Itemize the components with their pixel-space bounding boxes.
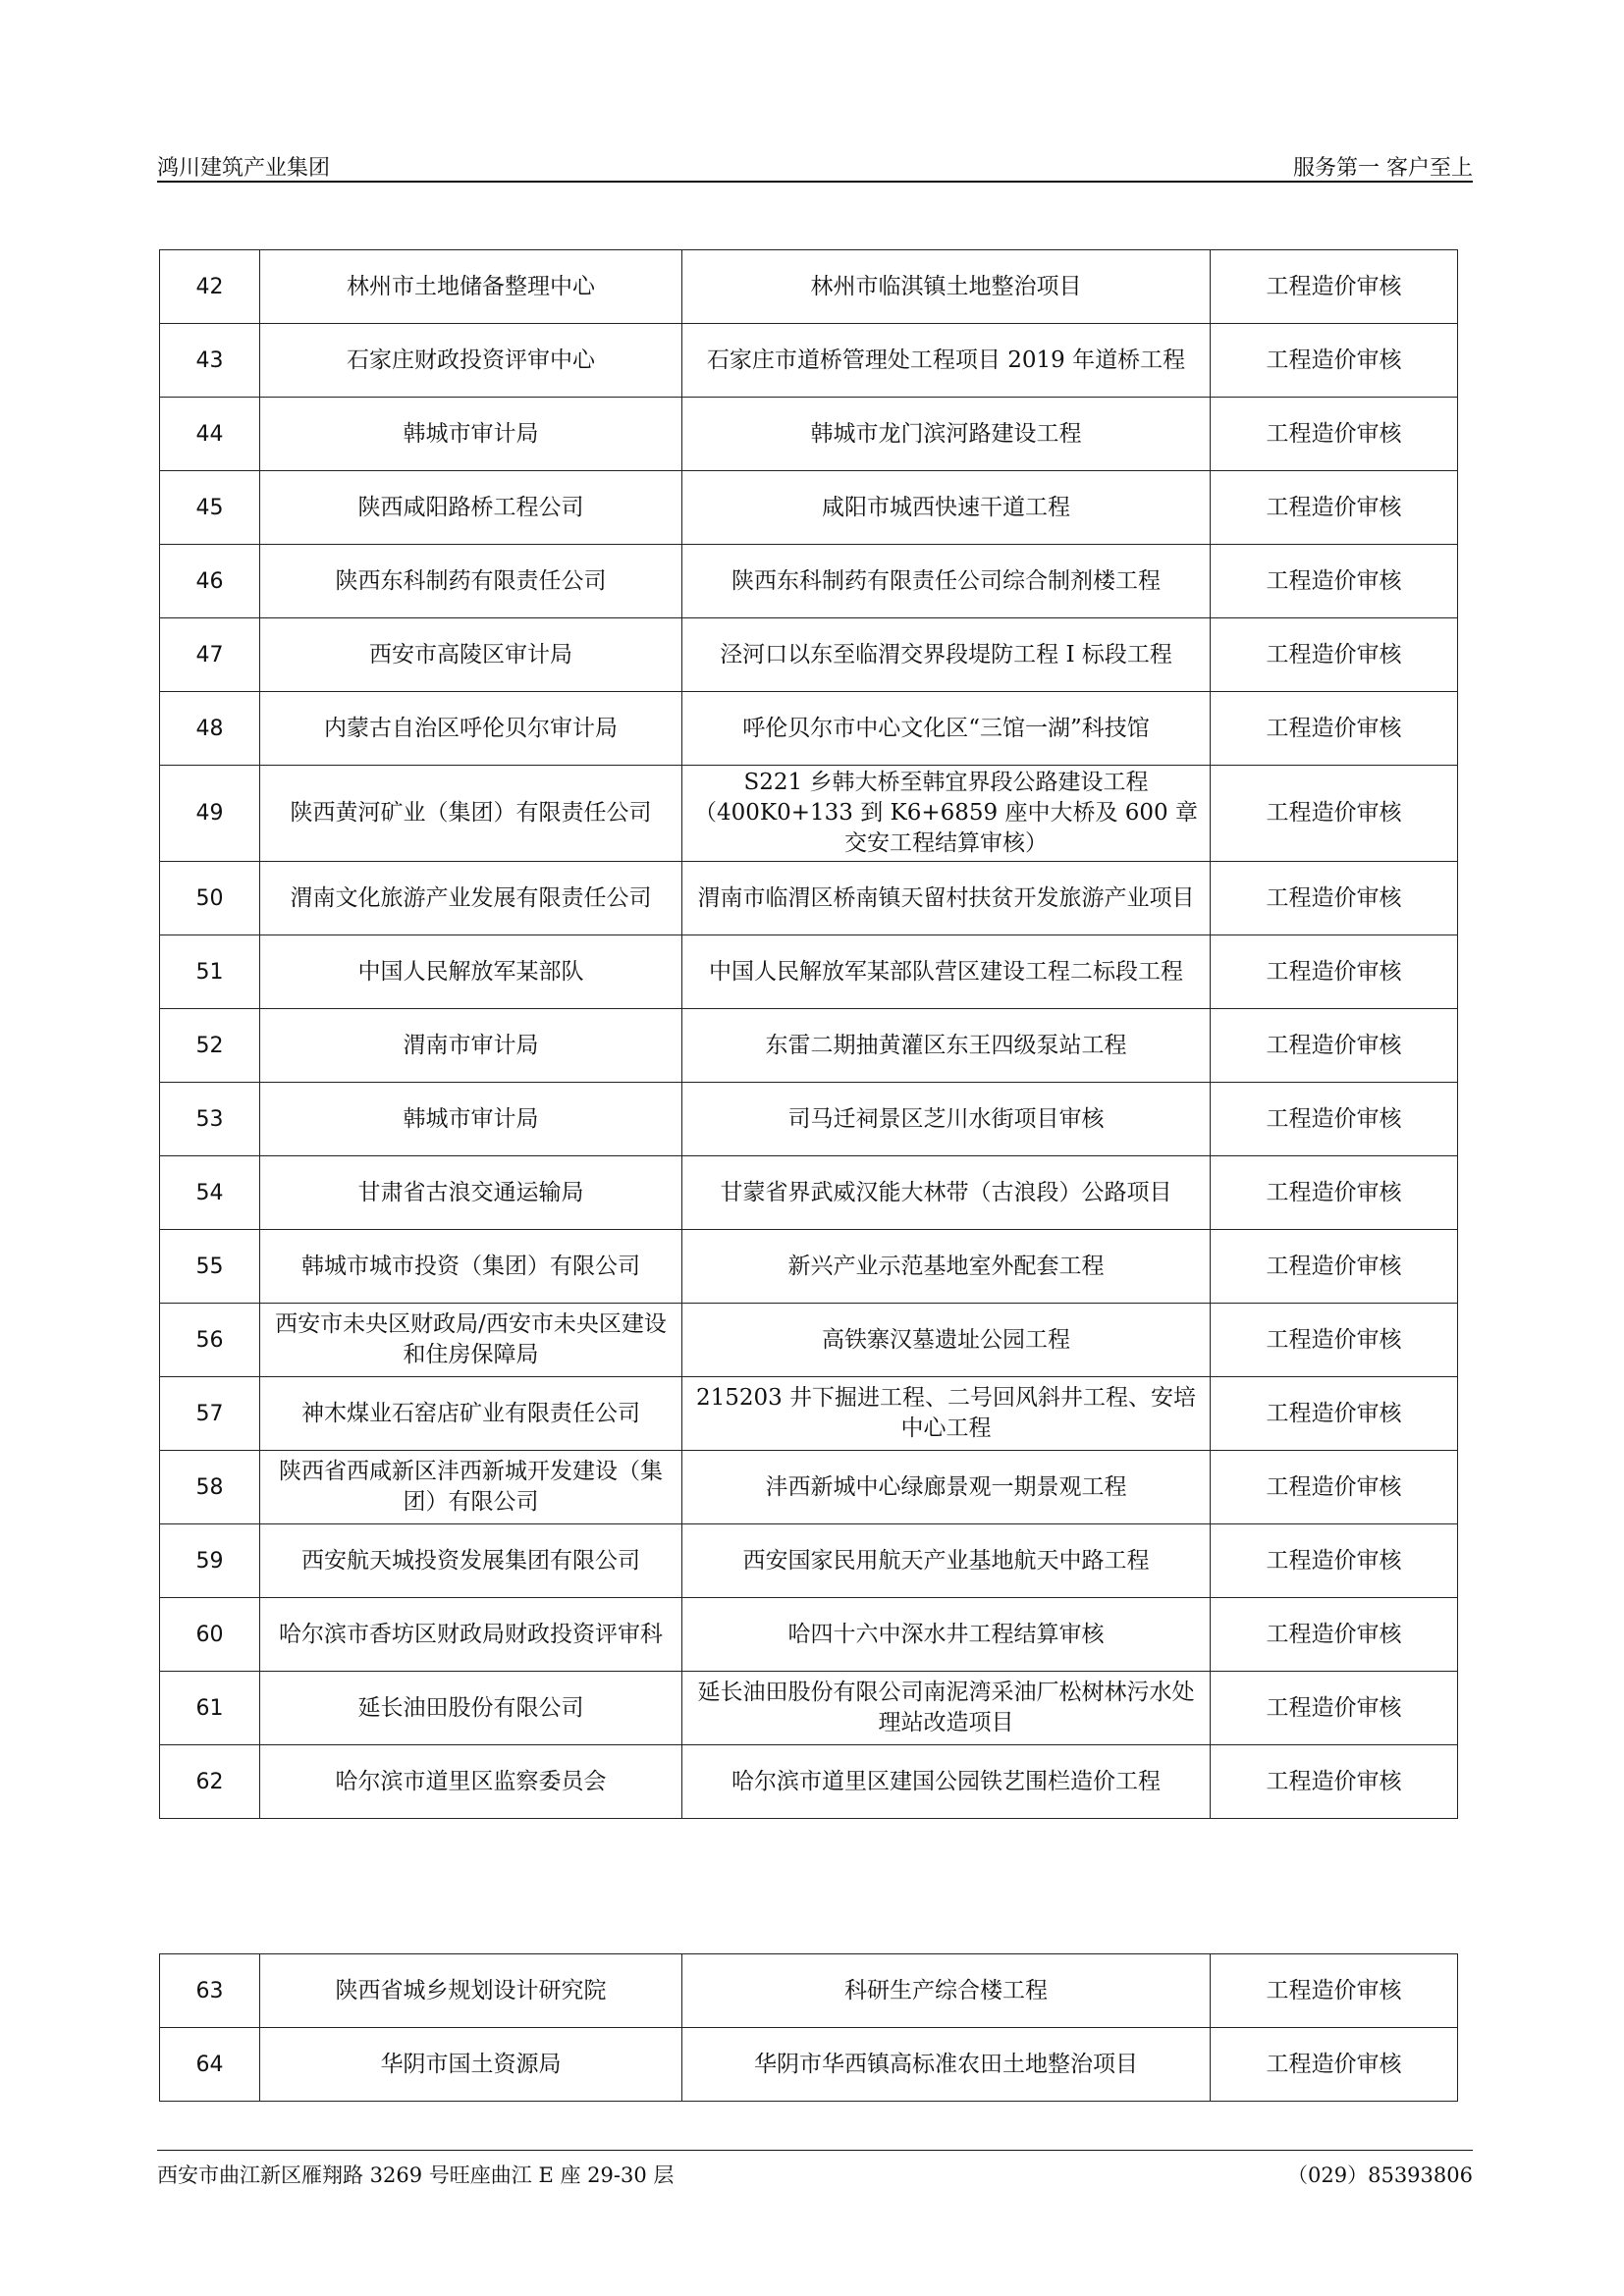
table-row: [160, 1230, 1458, 1304]
client-name: 林州市土地储备整理中心: [260, 250, 682, 324]
service-type: 工程造价审核: [1211, 862, 1458, 935]
service-type: 工程造价审核: [1211, 398, 1458, 471]
table-row: [160, 1083, 1458, 1156]
project-table: [159, 249, 1458, 1819]
service-type: 工程造价审核: [1211, 618, 1458, 692]
table-row: [160, 1377, 1458, 1451]
row-number: 63: [160, 1954, 260, 2028]
service-type: 工程造价审核: [1211, 935, 1458, 1009]
row-number: 55: [160, 1230, 260, 1304]
client-name: 华阴市国土资源局: [260, 2028, 682, 2102]
row-number: 61: [160, 1672, 260, 1745]
footer-address: 西安市曲江新区雁翔路 3269 号旺座曲江 E 座 29-30 层: [157, 2163, 675, 2187]
header-rule: [157, 181, 1473, 183]
project-name: 泾河口以东至临渭交界段堤防工程 I 标段工程: [682, 618, 1211, 692]
client-name: 石家庄财政投资评审中心: [260, 324, 682, 398]
service-type: 工程造价审核: [1211, 471, 1458, 545]
row-number: 50: [160, 862, 260, 935]
header-company: 鸿川建筑产业集团: [157, 156, 331, 181]
project-name: 林州市临淇镇土地整治项目: [682, 250, 1211, 324]
client-name: 神木煤业石窑店矿业有限责任公司: [260, 1377, 682, 1451]
project-name: 新兴产业示范基地室外配套工程: [682, 1230, 1211, 1304]
row-number: 57: [160, 1377, 260, 1451]
table-row: [160, 250, 1458, 324]
client-name: 哈尔滨市香坊区财政局财政投资评审科: [260, 1598, 682, 1672]
row-number: 43: [160, 324, 260, 398]
service-type: 工程造价审核: [1211, 1083, 1458, 1156]
service-type: 工程造价审核: [1211, 1954, 1458, 2028]
client-name: 延长油田股份有限公司: [260, 1672, 682, 1745]
project-name: 215203 井下掘进工程、二号回风斜井工程、安培中心工程: [682, 1377, 1211, 1451]
row-number: 48: [160, 692, 260, 766]
client-name: 韩城市审计局: [260, 1083, 682, 1156]
row-number: 45: [160, 471, 260, 545]
client-name: 陕西东科制药有限责任公司: [260, 545, 682, 618]
table-row: [160, 1672, 1458, 1745]
project-table-continued: [159, 1953, 1458, 2102]
table-row: [160, 471, 1458, 545]
page-footer: [157, 2160, 1473, 2189]
client-name: 甘肃省古浪交通运输局: [260, 1156, 682, 1230]
project-name: 高铁寨汉墓遗址公园工程: [682, 1304, 1211, 1377]
table-row: [160, 1304, 1458, 1377]
service-type: 工程造价审核: [1211, 1304, 1458, 1377]
project-name: 呼伦贝尔市中心文化区“三馆一湖”科技馆: [682, 692, 1211, 766]
client-name: 西安市未央区财政局/西安市未央区建设和住房保障局: [260, 1304, 682, 1377]
table-row: [160, 1598, 1458, 1672]
row-number: 62: [160, 1745, 260, 1819]
client-name: 中国人民解放军某部队: [260, 935, 682, 1009]
service-type: 工程造价审核: [1211, 1672, 1458, 1745]
client-name: 内蒙古自治区呼伦贝尔审计局: [260, 692, 682, 766]
project-name: 延长油田股份有限公司南泥湾采油厂松树林污水处理站改造项目: [682, 1672, 1211, 1745]
project-name: 咸阳市城西快速干道工程: [682, 471, 1211, 545]
row-number: 53: [160, 1083, 260, 1156]
service-type: 工程造价审核: [1211, 2028, 1458, 2102]
client-name: 韩城市审计局: [260, 398, 682, 471]
client-name: 渭南文化旅游产业发展有限责任公司: [260, 862, 682, 935]
service-type: 工程造价审核: [1211, 1156, 1458, 1230]
table-row: [160, 324, 1458, 398]
service-type: 工程造价审核: [1211, 1230, 1458, 1304]
table-row: [160, 2028, 1458, 2102]
row-number: 64: [160, 2028, 260, 2102]
page-header: [157, 147, 1473, 183]
row-number: 49: [160, 766, 260, 862]
service-type: 工程造价审核: [1211, 1745, 1458, 1819]
project-name: 石家庄市道桥管理处工程项目 2019 年道桥工程: [682, 324, 1211, 398]
project-name: 韩城市龙门滨河路建设工程: [682, 398, 1211, 471]
client-name: 哈尔滨市道里区监察委员会: [260, 1745, 682, 1819]
table-row: [160, 862, 1458, 935]
header-slogan: 服务第一 客户至上: [1293, 156, 1473, 181]
service-type: 工程造价审核: [1211, 545, 1458, 618]
client-name: 西安市高陵区审计局: [260, 618, 682, 692]
row-number: 54: [160, 1156, 260, 1230]
project-name: 甘蒙省界武威汉能大林带（古浪段）公路项目: [682, 1156, 1211, 1230]
row-number: 58: [160, 1451, 260, 1524]
row-number: 60: [160, 1598, 260, 1672]
project-name: 沣西新城中心绿廊景观一期景观工程: [682, 1451, 1211, 1524]
service-type: 工程造价审核: [1211, 1377, 1458, 1451]
service-type: 工程造价审核: [1211, 250, 1458, 324]
row-number: 46: [160, 545, 260, 618]
project-name: 渭南市临渭区桥南镇天留村扶贫开发旅游产业项目: [682, 862, 1211, 935]
service-type: 工程造价审核: [1211, 1451, 1458, 1524]
row-number: 52: [160, 1009, 260, 1083]
row-number: 47: [160, 618, 260, 692]
table-row: [160, 1451, 1458, 1524]
service-type: 工程造价审核: [1211, 1598, 1458, 1672]
project-name: 华阴市华西镇高标准农田土地整治项目: [682, 2028, 1211, 2102]
project-name: 陕西东科制药有限责任公司综合制剂楼工程: [682, 545, 1211, 618]
table-row: [160, 766, 1458, 862]
project-name: 西安国家民用航天产业基地航天中路工程: [682, 1524, 1211, 1598]
table-row: [160, 398, 1458, 471]
table-row: [160, 545, 1458, 618]
project-name: S221 乡韩大桥至韩宜界段公路建设工程（400K0+133 到 K6+6859 座中大桥及 600 章交安工程结算审核）: [682, 766, 1211, 862]
client-name: 渭南市审计局: [260, 1009, 682, 1083]
service-type: 工程造价审核: [1211, 1009, 1458, 1083]
service-type: 工程造价审核: [1211, 692, 1458, 766]
footer-phone: （029）85393806: [1287, 2163, 1473, 2187]
table-row: [160, 1009, 1458, 1083]
client-name: 陕西省西咸新区沣西新城开发建设（集团）有限公司: [260, 1451, 682, 1524]
project-name: 科研生产综合楼工程: [682, 1954, 1211, 2028]
table-row: [160, 1954, 1458, 2028]
row-number: 51: [160, 935, 260, 1009]
table-row: [160, 1156, 1458, 1230]
row-number: 59: [160, 1524, 260, 1598]
footer-rule: [157, 2150, 1473, 2151]
service-type: 工程造价审核: [1211, 324, 1458, 398]
table-row: [160, 618, 1458, 692]
client-name: 陕西咸阳路桥工程公司: [260, 471, 682, 545]
table-row: [160, 1524, 1458, 1598]
service-type: 工程造价审核: [1211, 1524, 1458, 1598]
client-name: 西安航天城投资发展集团有限公司: [260, 1524, 682, 1598]
client-name: 陕西黄河矿业（集团）有限责任公司: [260, 766, 682, 862]
project-name: 中国人民解放军某部队营区建设工程二标段工程: [682, 935, 1211, 1009]
project-name: 司马迁祠景区芝川水街项目审核: [682, 1083, 1211, 1156]
client-name: 韩城市城市投资（集团）有限公司: [260, 1230, 682, 1304]
row-number: 44: [160, 398, 260, 471]
row-number: 56: [160, 1304, 260, 1377]
table-row: [160, 692, 1458, 766]
client-name: 陕西省城乡规划设计研究院: [260, 1954, 682, 2028]
table-row: [160, 1745, 1458, 1819]
project-name: 哈尔滨市道里区建国公园铁艺围栏造价工程: [682, 1745, 1211, 1819]
project-name: 哈四十六中深水井工程结算审核: [682, 1598, 1211, 1672]
service-type: 工程造价审核: [1211, 766, 1458, 862]
row-number: 42: [160, 250, 260, 324]
table-row: [160, 935, 1458, 1009]
project-name: 东雷二期抽黄灌区东王四级泵站工程: [682, 1009, 1211, 1083]
